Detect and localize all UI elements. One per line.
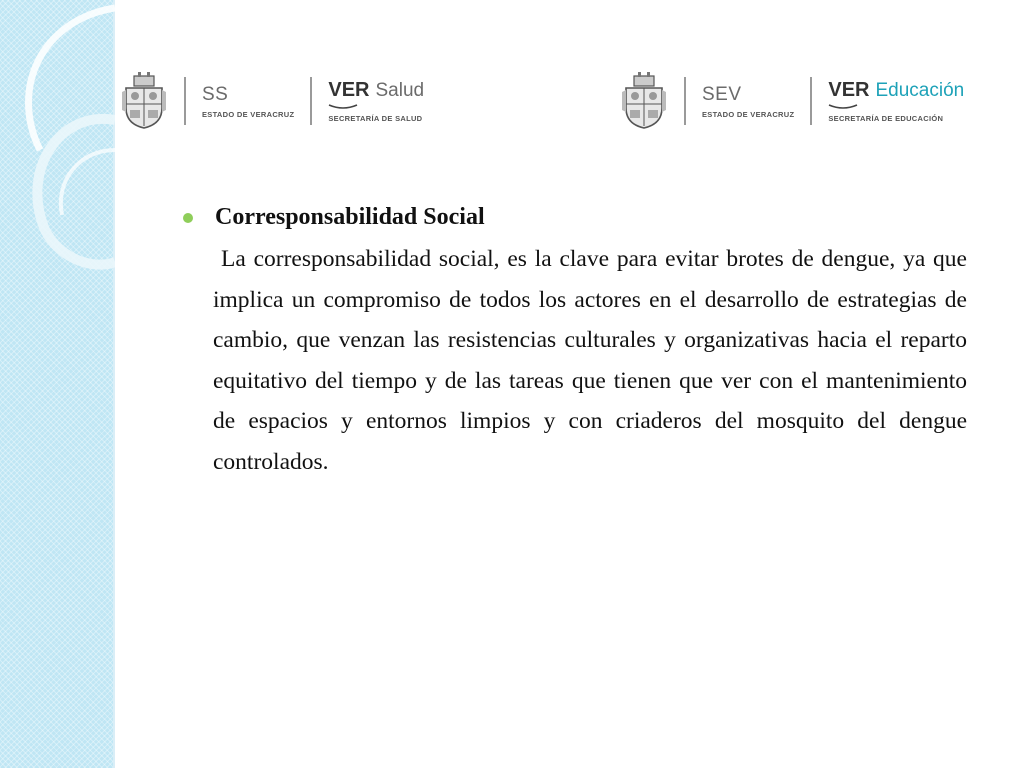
slide-content <box>183 204 967 482</box>
ss-abbreviation: SS <box>202 83 229 105</box>
ver-wordmark: VER <box>828 79 870 101</box>
bullet-dot-icon <box>183 213 193 223</box>
ss-subtitle: ESTADO DE VERACRUZ <box>202 109 295 119</box>
logo-separator <box>184 77 186 125</box>
sev-educacion-logo-group <box>620 70 964 132</box>
salud-subtitle: SECRETARÍA DE SALUD <box>328 114 423 123</box>
ver-wordmark: VER <box>328 79 370 101</box>
sev-org-label <box>702 84 794 119</box>
ver-salud-logo <box>328 79 424 123</box>
sev-abbreviation: SEV <box>702 83 742 105</box>
sev-subtitle: ESTADO DE VERACRUZ <box>702 109 795 119</box>
slide-body-text: La corresponsabilidad social, es la clave para evitar brotes de dengue, ya que implica un compromiso de todos los actores en el desarrollo de estrategias de cambio, que venzan las resistencias culturales y organizativas hacia el reparto equitativo del tiempo y de las tareas que tienen que ver con el mantenimiento de espacios y entornos limpios y con criaderos del mosquito del dengue controlados. <box>213 246 967 475</box>
ss-salud-logo-group <box>120 70 424 132</box>
swoosh-icon <box>328 104 358 110</box>
decorative-arcs <box>0 0 115 300</box>
logo-separator <box>684 77 686 125</box>
salud-wordmark: Salud <box>375 80 425 101</box>
educacion-subtitle: SECRETARÍA DE EDUCACIÓN <box>828 114 944 123</box>
swoosh-icon <box>828 104 858 110</box>
veracruz-coat-of-arms-icon <box>120 72 168 130</box>
ver-educacion-logo <box>828 79 964 123</box>
ss-org-label <box>202 84 294 119</box>
logo-separator <box>310 77 312 125</box>
educacion-wordmark: Educación <box>875 80 965 101</box>
bullet-item <box>183 204 967 231</box>
slide-heading: Corresponsabilidad Social <box>215 204 485 230</box>
logo-separator <box>810 77 812 125</box>
veracruz-coat-of-arms-icon <box>620 72 668 130</box>
